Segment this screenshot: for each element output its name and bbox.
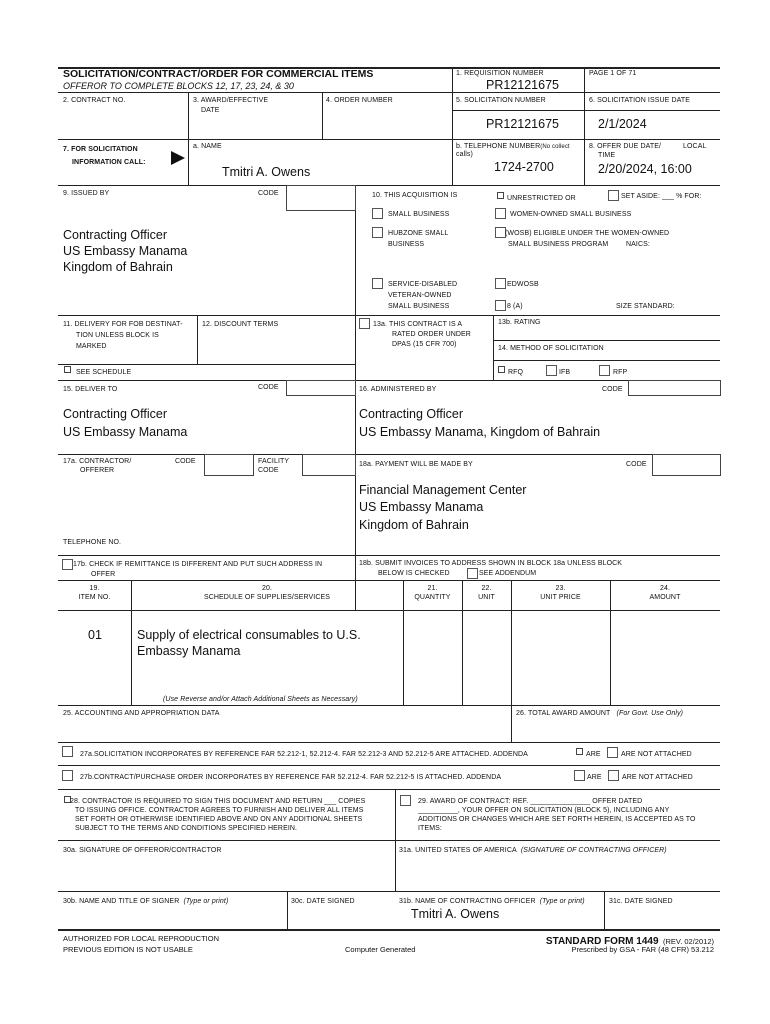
b7b-value[interactable]: 1724-2700 <box>494 160 554 174</box>
b18a-line-3: Kingdom of Bahrain <box>359 518 469 532</box>
footer-form-name: STANDARD FORM 1449 <box>545 936 659 947</box>
sdvosb-label-3: SMALL BUSINESS <box>388 303 450 310</box>
b14-label: 14. METHOD OF SOLICITATION <box>498 345 604 352</box>
naics-label: NAICS: <box>626 241 650 248</box>
b15-code-label: CODE <box>258 384 279 391</box>
b1-label: 1. REQUISITION NUMBER <box>456 70 544 77</box>
footer-computer-generated: Computer Generated <box>345 945 416 954</box>
addendum-checkbox[interactable] <box>467 568 478 579</box>
col-22-number: 22. <box>481 585 492 592</box>
b13a-line-2: RATED ORDER UNDER <box>392 331 471 338</box>
b18a-code-label: CODE <box>626 461 647 468</box>
b10-label: 10. THIS ACQUISITION IS <box>372 192 458 199</box>
b29-line-1: 29. AWARD OF CONTRACT: REF. _______________ OFFER DATED <box>418 798 643 805</box>
27b-checkbox[interactable] <box>62 770 73 781</box>
rfp-label: RFP <box>613 369 628 376</box>
b25-label: 25. ACCOUNTING AND APPROPRIATION DATA <box>63 710 220 717</box>
b4-label: 4. ORDER NUMBER <box>326 97 393 104</box>
b30b-label: 30b. NAME AND TITLE OF SIGNER <box>63 898 180 905</box>
27a-are-not-label: ARE NOT ATTACHED <box>621 751 692 758</box>
b5-value[interactable]: PR12121675 <box>486 117 559 131</box>
addendum-label: SEE ADDENDUM <box>479 570 537 577</box>
col-21-number: 21. <box>427 585 438 592</box>
b31b-note: (Type or print) <box>539 898 585 905</box>
29-checkbox[interactable] <box>400 795 411 806</box>
27b-are-not-checkbox[interactable] <box>608 770 619 781</box>
b9-line-3: Kingdom of Bahrain <box>63 260 173 274</box>
b15-line-2: US Embassy Manama <box>63 425 188 439</box>
facility-label: FACILITY <box>258 458 290 465</box>
b18b-label: 18b. SUBMIT INVOICES TO ADDRESS SHOWN IN BLOCK 18a UNLESS BLOCK <box>359 560 623 567</box>
27b-are-not-label: ARE NOT ATTACHED <box>622 774 693 781</box>
telephone-label: TELEPHONE NO. <box>63 539 122 546</box>
wosb-label-2: SMALL BUSINESS PROGRAM <box>508 241 609 248</box>
b9-line-1: Contracting Officer <box>63 228 167 242</box>
footer-reproduction: AUTHORIZED FOR LOCAL REPRODUCTION <box>63 934 219 943</box>
edwosb-label: EDWOSB <box>507 281 539 288</box>
remittance-checkbox[interactable] <box>62 559 73 570</box>
b13a-line-1: 13a. THIS CONTRACT IS A <box>373 321 463 328</box>
27b-are-checkbox[interactable] <box>574 770 585 781</box>
b3-label-date: DATE <box>201 107 220 114</box>
rfp-checkbox[interactable] <box>599 365 610 376</box>
rfq-label: RFQ <box>508 369 524 376</box>
sdvosb-checkbox[interactable] <box>372 278 383 289</box>
col-24-number: 24. <box>659 585 671 592</box>
b11-line-2: TION UNLESS BLOCK IS <box>76 332 159 339</box>
item-number: 01 <box>88 628 102 642</box>
b3-label: 3. AWARD/EFFECTIVE <box>193 97 269 104</box>
set-aside-label: SET ASIDE: ___ % FOR: <box>621 193 702 200</box>
8a-label: 8 (A) <box>507 303 523 310</box>
b15-code-box[interactable] <box>286 380 356 396</box>
b6-label: 6. SOLICITATION ISSUE DATE <box>589 97 691 104</box>
b30b-note: (Type or print) <box>183 898 229 905</box>
col-20-header: SCHEDULE OF SUPPLIES/SERVICES <box>203 594 331 601</box>
see-schedule-label: SEE SCHEDULE <box>76 369 132 376</box>
dpas-checkbox[interactable] <box>359 318 370 329</box>
b28-line-3: SET FORTH OR OTHERWISE IDENTIFIED ABOVE AND ON ANY ADDITIONAL SHEETS <box>75 816 363 823</box>
b11-line-1: 11. DELIVERY FOR FOB DESTINAT- <box>63 321 183 328</box>
footer-rev: (REV. 02/2012) <box>662 937 714 946</box>
small-business-label: SMALL BUSINESS <box>388 211 450 218</box>
b13a-line-3: DPAS (15 CFR 700) <box>392 341 457 348</box>
b31a-note: (SIGNATURE OF CONTRACTING OFFICER) <box>520 847 667 854</box>
b7a-value[interactable]: Tmitri A. Owens <box>222 165 311 179</box>
b9-label: 9. ISSUED BY <box>63 190 110 197</box>
b13b-label: 13b. RATING <box>498 319 541 326</box>
hubzone-checkbox[interactable] <box>372 227 383 238</box>
b17a-label-2: OFFERER <box>80 467 115 474</box>
b6-value[interactable]: 2/1/2024 <box>598 117 647 131</box>
small-business-checkbox[interactable] <box>372 208 383 219</box>
b5-label: 5. SOLICITATION NUMBER <box>456 97 546 104</box>
b15-label: 15. DELIVER TO <box>63 386 118 393</box>
unrestricted-checkbox[interactable] <box>497 192 504 199</box>
b1-value[interactable]: PR12121675 <box>486 78 559 92</box>
b15-line-1: Contracting Officer <box>63 407 167 421</box>
b31b-label: 31b. NAME OF CONTRACTING OFFICER <box>399 898 536 905</box>
b8-value[interactable]: 2/20/2024, 16:00 <box>598 162 692 176</box>
size-standard-label: SIZE STANDARD: <box>616 303 675 310</box>
27a-are-checkbox[interactable] <box>576 748 583 755</box>
b11-line-3: MARKED <box>76 343 107 350</box>
b7b-label-calls: calls) <box>456 151 473 158</box>
b7-label-2: INFORMATION CALL: <box>72 159 146 166</box>
27a-are-label: ARE <box>586 751 601 758</box>
form-title: SOLICITATION/CONTRACT/ORDER FOR COMMERCIAL ITEMS <box>63 68 374 80</box>
footer-prescribed: Prescribed by GSA - FAR (48 CFR) 53.212 <box>571 945 714 954</box>
b9-code-label: CODE <box>258 190 279 197</box>
col-22-header: UNIT <box>478 594 495 601</box>
b30a-label: 30a. SIGNATURE OF OFFEROR/CONTRACTOR <box>63 847 222 854</box>
b18a-line-2: US Embassy Manama <box>359 500 484 514</box>
footer-previous-edition: PREVIOUS EDITION IS NOT USABLE <box>63 945 193 954</box>
b8-label-time: TIME <box>598 152 616 159</box>
b17a-code-label: CODE <box>175 458 196 465</box>
hubzone-label-2: BUSINESS <box>388 241 425 248</box>
b29-line-3: ADDITIONS OR CHANGES WHICH ARE SET FORTH HEREIN, IS ACCEPTED AS TO <box>418 816 696 823</box>
b17b-label-2: OFFER <box>91 571 116 578</box>
b2-label: 2. CONTRACT NO. <box>63 97 126 104</box>
b31b-value[interactable]: Tmitri A. Owens <box>411 907 500 921</box>
ifb-checkbox[interactable] <box>546 365 557 376</box>
b17b-label: 17b. CHECK IF REMITTANCE IS DIFFERENT AND PUT SUCH ADDRESS IN <box>73 561 323 568</box>
b18a-label: 18a. PAYMENT WILL BE MADE BY <box>359 461 473 468</box>
arrow-right-icon <box>170 150 186 166</box>
b18b-label-2: BELOW IS CHECKED <box>378 570 450 577</box>
b16-line-1: Contracting Officer <box>359 407 463 421</box>
b29-line-2: __________, YOUR OFFER ON SOLICITATION (BLOCK 5), INCLUDING ANY <box>418 807 670 814</box>
b27b-label: 27b.CONTRACT/PURCHASE ORDER INCORPORATES BY REFERENCE FAR 52.212-4. FAR 52.212-5 IS ATTACHED. ADDENDA <box>80 774 502 781</box>
b16-code-box[interactable] <box>628 380 721 396</box>
b12-label: 12. DISCOUNT TERMS <box>202 321 279 328</box>
b26-note: (For Govt. Use Only) <box>616 710 684 717</box>
b31c-label: 31c. DATE SIGNED <box>609 898 673 905</box>
b17a-label: 17a. CONTRACTOR/ <box>63 458 132 465</box>
b9-code-box[interactable] <box>286 185 356 211</box>
b8-label-local: LOCAL <box>683 143 707 150</box>
sdvosb-label-2: VETERAN-OWNED <box>388 292 452 299</box>
b28-line-2: TO ISSUING OFFICE. CONTRACTOR AGREES TO FURNISH AND DELIVER ALL ITEMS <box>75 807 364 814</box>
edwosb-checkbox[interactable] <box>495 278 506 289</box>
b8-label: 8. OFFER DUE DATE/ <box>589 143 662 150</box>
27a-are-not-checkbox[interactable] <box>607 747 618 758</box>
b30c-label: 30c. DATE SIGNED <box>291 898 355 905</box>
form-subtitle: OFFEROR TO COMPLETE BLOCKS 12, 17, 23, 24, & 30 <box>63 81 294 91</box>
col-19-number: 19. <box>89 585 100 592</box>
rfq-checkbox[interactable] <box>498 366 505 373</box>
page-label: PAGE 1 OF 71 <box>589 70 637 77</box>
b16-line-2: US Embassy Manama, Kingdom of Bahrain <box>359 425 601 439</box>
b28-line-4: SUBJECT TO THE TERMS AND CONDITIONS SPECIFIED HEREIN. <box>75 825 298 832</box>
reverse-note: (Use Reverse and/or Attach Additional Sheets as Necessary) <box>163 696 358 703</box>
b9-line-2: US Embassy Manama <box>63 244 188 258</box>
col-23-number: 23. <box>555 585 566 592</box>
b18a-code-box[interactable] <box>652 454 721 476</box>
b7-label: 7. FOR SOLICITATION <box>63 146 138 153</box>
b7a-label: a. NAME <box>193 143 222 150</box>
facility-label-2: CODE <box>258 467 279 474</box>
b7b-label-note: (No collect <box>540 144 570 150</box>
27b-are-label: ARE <box>587 774 602 781</box>
item-description: Supply of electrical consumables to U.S. <box>137 628 361 642</box>
col-21-header: QUANTITY <box>414 594 451 601</box>
b16-code-label: CODE <box>602 386 623 393</box>
see-schedule-checkbox[interactable] <box>64 366 71 373</box>
b16-label: 16. ADMINISTERED BY <box>359 386 437 393</box>
col-24-header: AMOUNT <box>649 594 681 601</box>
b28-line-1: 28. CONTRACTOR IS REQUIRED TO SIGN THIS DOCUMENT AND RETURN ___ COPIES <box>70 798 366 805</box>
facility-code-box[interactable] <box>302 454 356 476</box>
women-owned-checkbox[interactable] <box>495 208 506 219</box>
b27a-label: 27a.SOLICITATION INCORPORATES BY REFERENCE FAR 52.212-1, 52.212-4. FAR 52.212-3 AND 52.212-5 ARE ATTACHED. ADDENDA <box>80 751 528 758</box>
col-23-header: UNIT PRICE <box>540 594 581 601</box>
sdvosb-label-1: SERVICE-DISABLED <box>388 281 458 288</box>
wosb-label: (WOSB) ELIGIBLE UNDER THE WOMEN-OWNED <box>505 230 670 237</box>
unrestricted-label: UNRESTRICTED OR <box>507 195 576 202</box>
hubzone-label: HUBZONE SMALL <box>388 230 449 237</box>
ifb-label: IFB <box>559 369 571 376</box>
b26-label: 26. TOTAL AWARD AMOUNT <box>516 710 611 717</box>
set-aside-checkbox[interactable] <box>608 190 619 201</box>
b18a-line-1: Financial Management Center <box>359 483 527 497</box>
8a-checkbox[interactable] <box>495 300 506 311</box>
b17a-code-box[interactable] <box>204 454 254 476</box>
27a-checkbox[interactable] <box>62 746 73 757</box>
col-19-header: ITEM NO. <box>78 594 111 601</box>
col-20-number: 20. <box>261 585 273 592</box>
b29-line-4: ITEMS: <box>418 825 442 832</box>
b31a-label: 31a. UNITED STATES OF AMERICA <box>399 847 517 854</box>
item-description-2: Embassy Manama <box>137 644 241 658</box>
women-owned-label: WOMEN-OWNED SMALL BUSINESS <box>510 211 632 218</box>
b7b-label: b. TELEPHONE NUMBER <box>456 143 541 150</box>
